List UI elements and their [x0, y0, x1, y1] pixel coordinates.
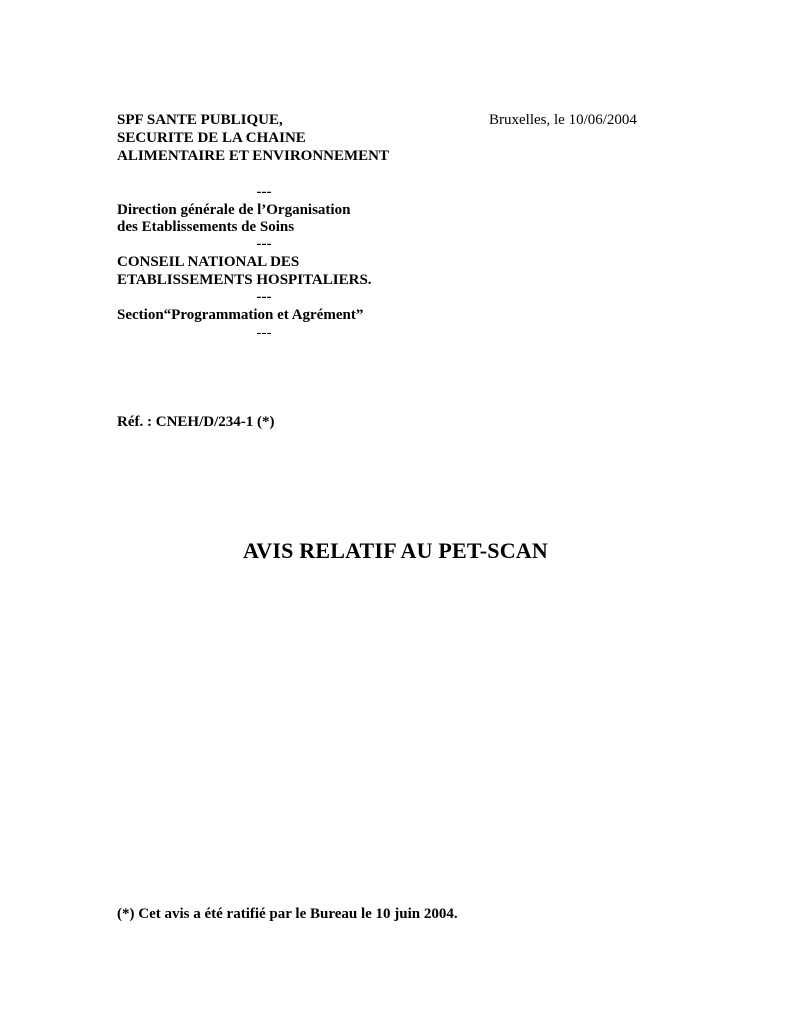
separator-1: ---: [256, 184, 272, 200]
ministry-line-1: SPF SANTE PUBLIQUE,: [117, 112, 283, 128]
council-line-1: CONSEIL NATIONAL DES: [117, 254, 300, 270]
separator-4: ---: [256, 325, 272, 341]
place-date: Bruxelles, le 10/06/2004: [489, 112, 637, 128]
document-title: AVIS RELATIF AU PET-SCAN: [243, 538, 548, 563]
ministry-line-3: ALIMENTAIRE ET ENVIRONNEMENT: [117, 148, 389, 164]
separator-2: ---: [256, 236, 272, 252]
direction-line-1: Direction générale de l’Organisation: [117, 202, 351, 218]
direction-line-2: des Etablissements de Soins: [117, 219, 295, 235]
council-line-2: ETABLISSEMENTS HOSPITALIERS.: [117, 272, 372, 288]
reference-line: Réf. : CNEH/D/234-1 (*): [117, 414, 275, 430]
footnote: (*) Cet avis a été ratifié par le Bureau le 10 juin 2004.: [117, 906, 458, 922]
ministry-line-2: SECURITE DE LA CHAINE: [117, 130, 306, 146]
section-line: Section“Programmation et Agrément”: [117, 307, 364, 323]
separator-3: ---: [256, 289, 272, 305]
